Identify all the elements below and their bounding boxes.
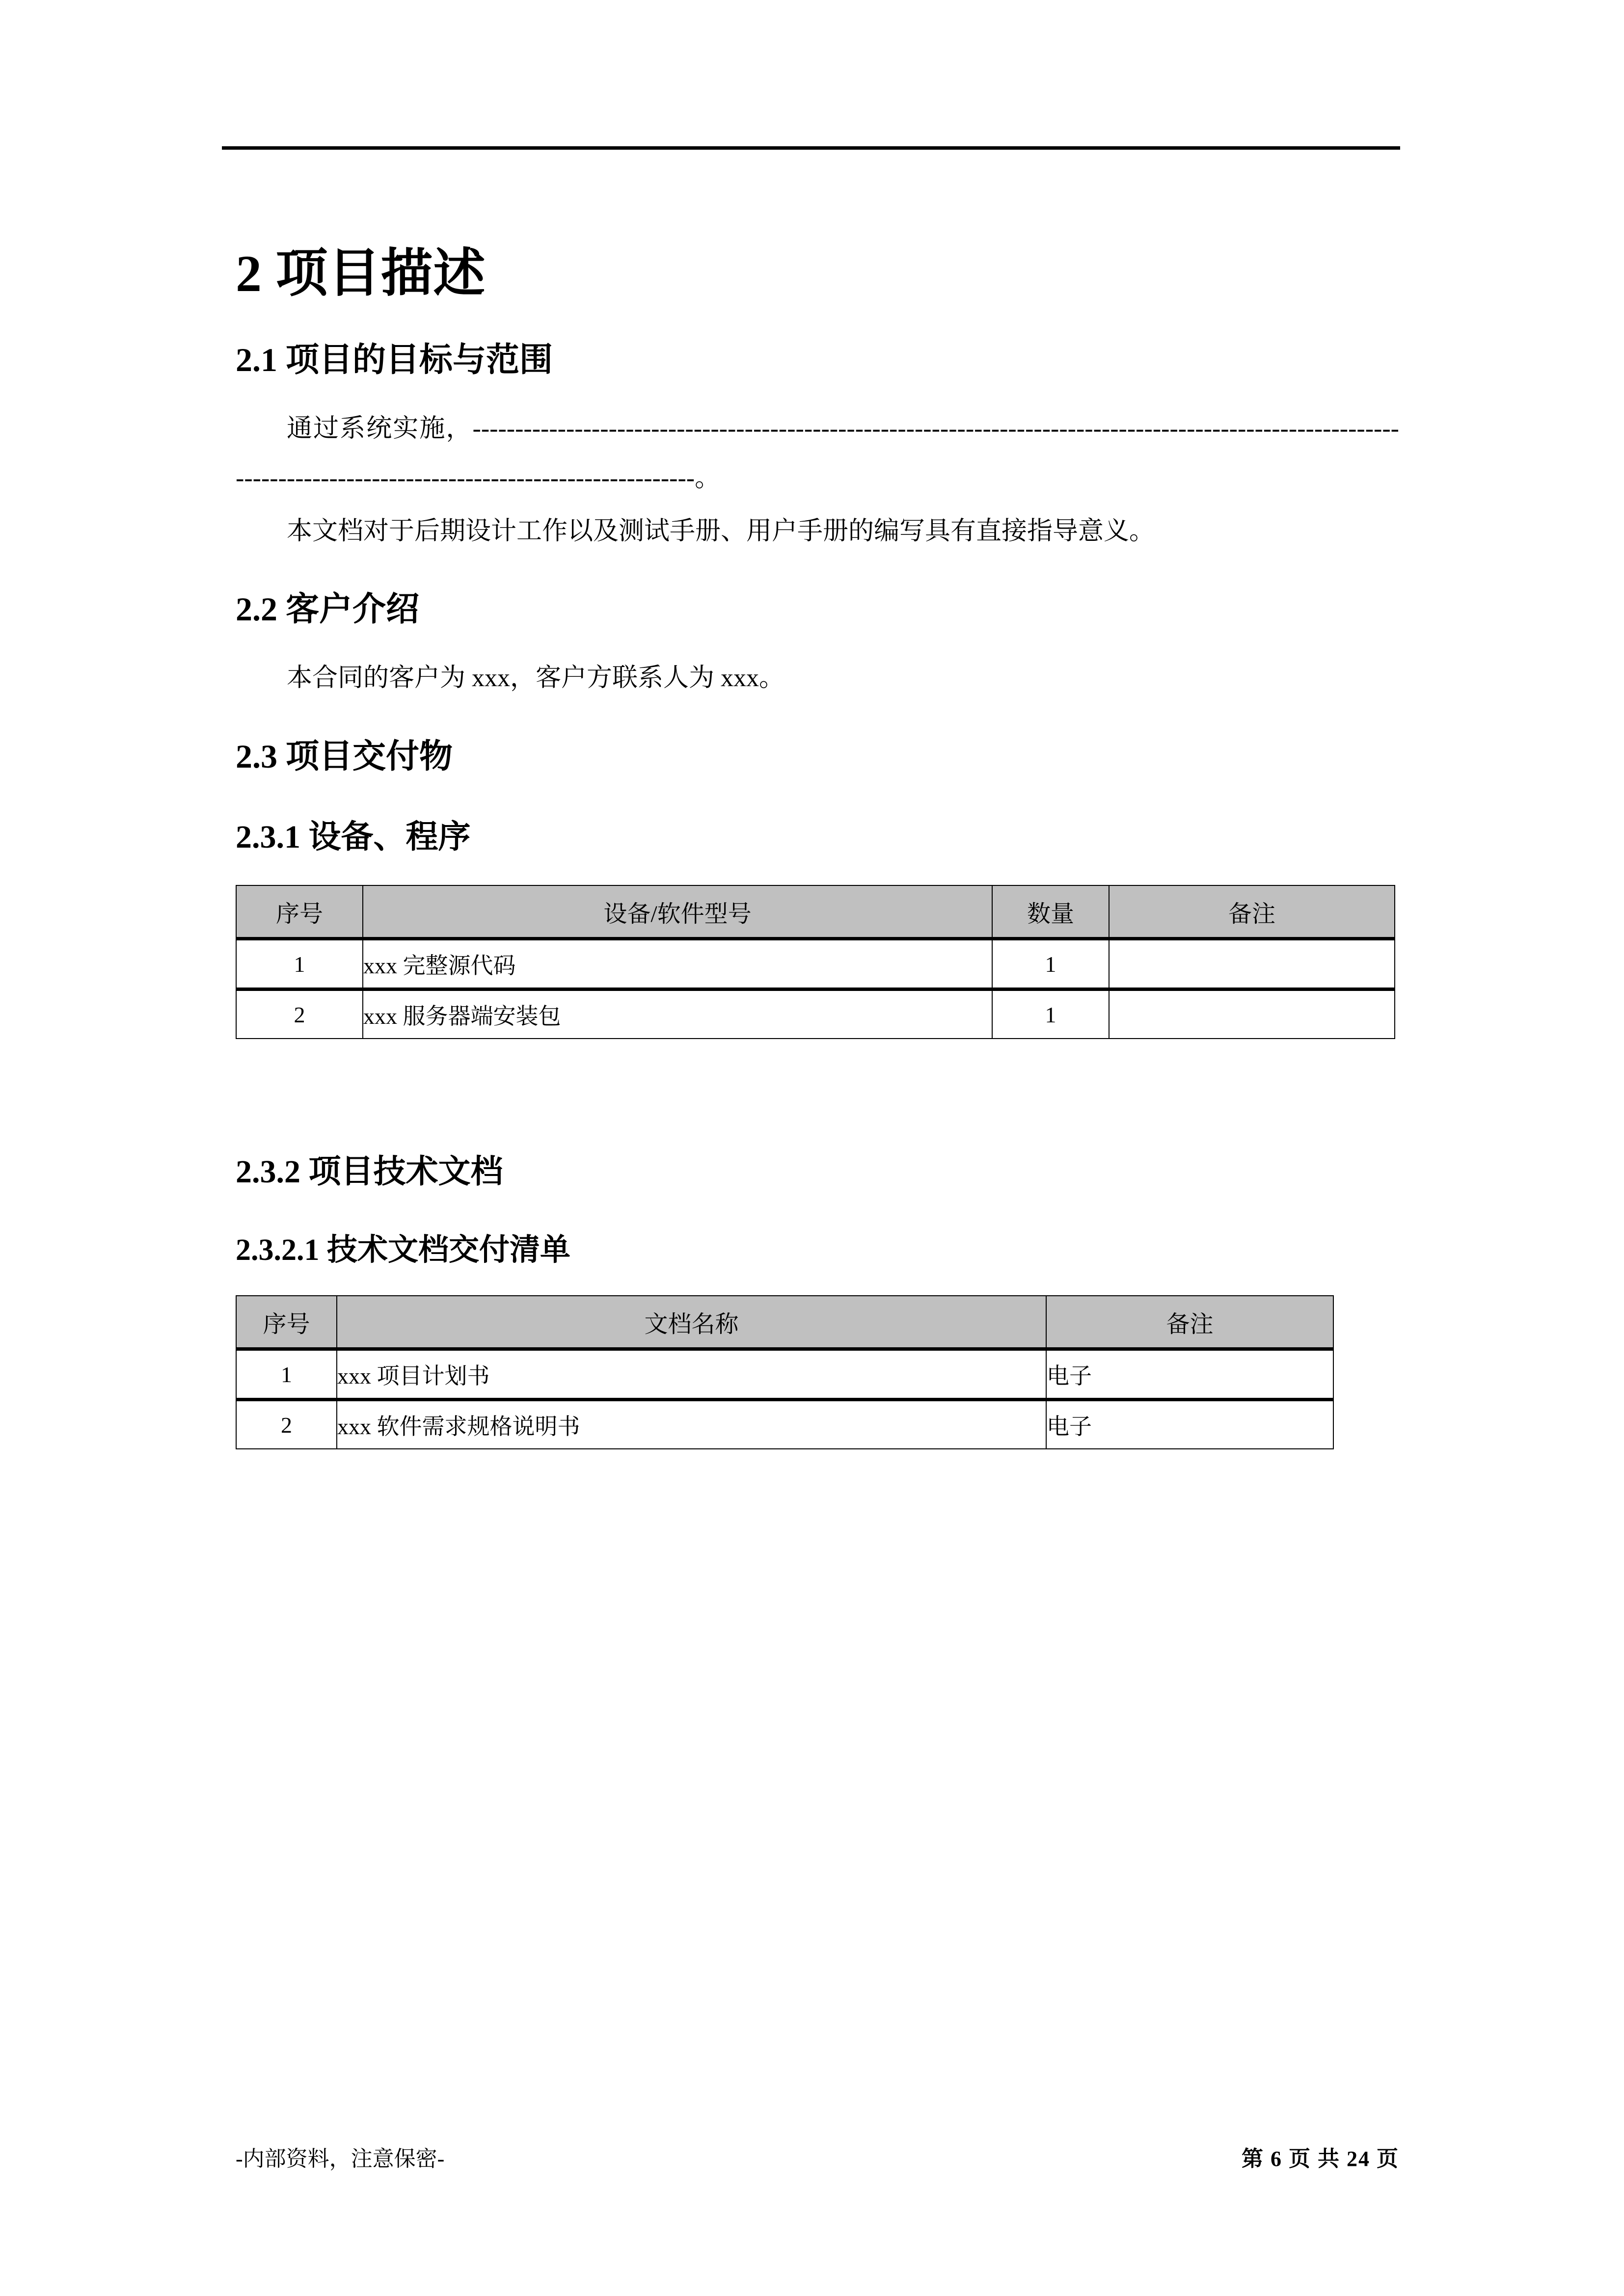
cell-no: 1 — [236, 1349, 337, 1400]
documents-table — [236, 1295, 1334, 1449]
cell-model: xxx 服务器端安装包 — [363, 989, 992, 1039]
cell-no: 2 — [236, 989, 363, 1039]
heading-2-1-goals-and-scope: 2.1 项目的目标与范围 — [236, 341, 553, 378]
cell-remark: 电子 — [1046, 1349, 1333, 1400]
cell-qty: 1 — [992, 939, 1109, 989]
heading-2-3-2-technical-docs: 2.3.2 项目技术文档 — [236, 1154, 503, 1190]
documents-table-wrapper — [236, 1295, 1399, 1449]
col-header-remark: 备注 — [1046, 1296, 1333, 1349]
col-header-no: 序号 — [236, 1296, 337, 1349]
heading-2-3-1-equipment-program: 2.3.1 设备、程序 — [236, 819, 471, 855]
heading-2-3-2-1-doc-delivery-list: 2.3.2.1 技术文档交付清单 — [236, 1233, 571, 1267]
footer-page-number: 第 6 页 共 24 页 — [1242, 2147, 1399, 2171]
cell-docname: xxx 项目计划书 — [337, 1349, 1046, 1400]
paragraph-2-1-1: 通过系统实施，-------------------------------------------------------------------------------------------------------------------------------------------------------------------。 — [236, 414, 1399, 493]
cell-no: 1 — [236, 939, 363, 989]
col-header-qty: 数量 — [992, 885, 1109, 939]
cell-model: xxx 完整源代码 — [363, 939, 992, 989]
table-row — [236, 1349, 1333, 1400]
page-header-rule — [222, 146, 1400, 150]
deliverables-table — [236, 885, 1395, 1039]
table-header-row — [236, 1296, 1333, 1349]
footer-confidential-note: -内部资料，注意保密- — [236, 2147, 445, 2171]
cell-remark — [1109, 939, 1395, 989]
table-row — [236, 939, 1395, 989]
paragraph-2-1-2: 本文档对于后期设计工作以及测试手册、用户手册的编写具有直接指导意义。 — [287, 517, 1155, 545]
paragraph-2-2-1: 本合同的客户为 xxx，客户方联系人为 xxx。 — [287, 664, 785, 693]
section-spacer — [236, 1039, 1399, 1113]
cell-remark: 电子 — [1046, 1400, 1333, 1449]
page-footer — [236, 2141, 1399, 2172]
col-header-remark: 备注 — [1109, 885, 1395, 939]
cell-docname: xxx 软件需求规格说明书 — [337, 1400, 1046, 1449]
heading-2-2-client-intro: 2.2 客户介绍 — [236, 590, 420, 628]
heading-2-project-description: 2 项目描述 — [236, 245, 486, 302]
col-header-model: 设备/软件型号 — [363, 885, 992, 939]
cell-qty: 1 — [992, 989, 1109, 1039]
heading-2-3-deliverables: 2.3 项目交付物 — [236, 737, 453, 775]
table-row — [236, 989, 1395, 1039]
document-content — [236, 206, 1399, 1449]
cell-no: 2 — [236, 1400, 337, 1449]
deliverables-table-wrapper — [236, 885, 1399, 1039]
col-header-docname: 文档名称 — [337, 1296, 1046, 1349]
table-header-row — [236, 885, 1395, 939]
col-header-no: 序号 — [236, 885, 363, 939]
cell-remark — [1109, 989, 1395, 1039]
table-row — [236, 1400, 1333, 1449]
